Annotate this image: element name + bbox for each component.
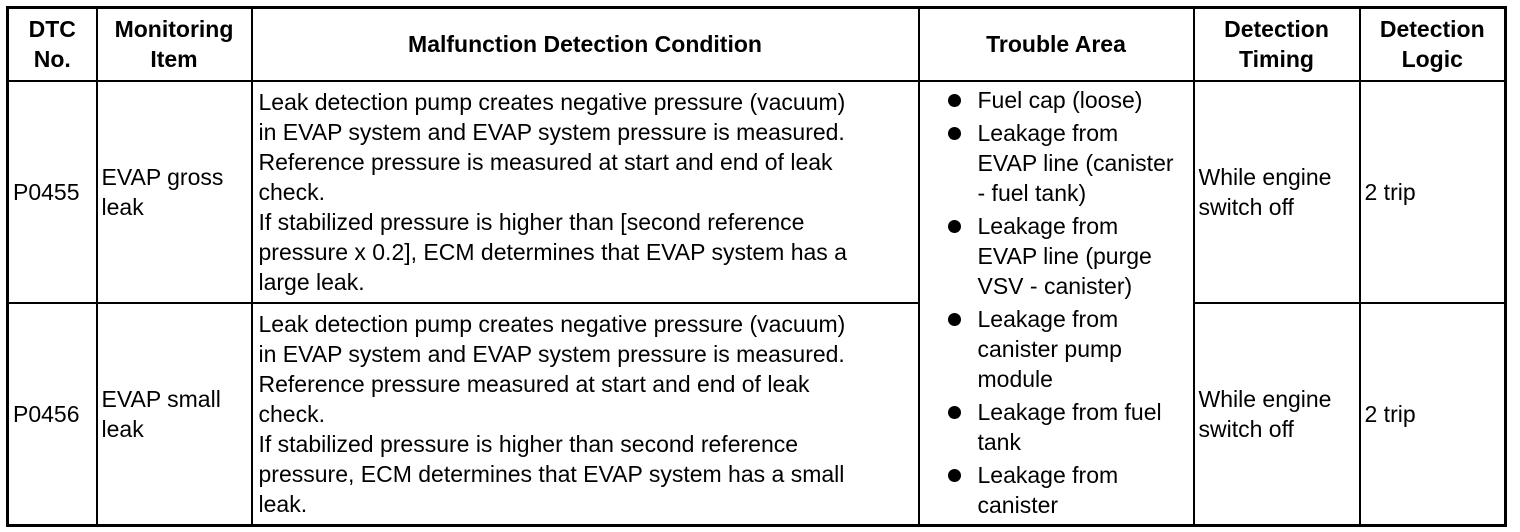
detection-logic: 2 trip: [1360, 81, 1506, 303]
dtc-code: P0456: [8, 303, 97, 526]
bullet-icon: [948, 94, 961, 107]
dtc-code: P0455: [8, 81, 97, 303]
header-detection-timing: Detection Timing: [1194, 8, 1360, 81]
list-item: Leakage from EVAP line (canister - fuel tank): [948, 118, 1189, 208]
trouble-area-cell: [919, 81, 1194, 526]
detection-condition: Leak detection pump creates negative pressure (vacuum) in EVAP system and EVAP system pressure is measured. Reference pressure measured at start and end of leak check. If stabilized pressure is higher than second reference pressure, ECM determines that EVAP system has a small leak.: [252, 303, 919, 526]
trouble-area-list: [924, 85, 1189, 520]
bullet-icon: [948, 313, 961, 326]
monitoring-item: EVAP gross leak: [97, 81, 252, 303]
header-malfunction-condition: Malfunction Detection Condition: [252, 8, 919, 81]
list-item: Leakage from fuel tank: [948, 397, 1189, 457]
bullet-icon: [948, 220, 961, 233]
bullet-icon: [948, 469, 961, 482]
header-monitoring-item: Monitoring Item: [97, 8, 252, 81]
detection-logic: 2 trip: [1360, 303, 1506, 526]
list-item: Leakage from EVAP line (purge VSV - canister): [948, 211, 1189, 301]
bullet-icon: [948, 127, 961, 140]
header-trouble-area: Trouble Area: [919, 8, 1194, 81]
header-dtc-no: DTC No.: [8, 8, 97, 81]
detection-timing: While engine switch off: [1194, 81, 1360, 303]
bullet-icon: [948, 406, 961, 419]
table-row: [8, 303, 1506, 526]
monitoring-item: EVAP small leak: [97, 303, 252, 526]
detection-condition: Leak detection pump creates negative pressure (vacuum) in EVAP system and EVAP system pressure is measured. Reference pressure is measured at start and end of leak check. If stabilized pressure is higher than [second reference pressure x 0.2], ECM determines that EVAP system has a large leak.: [252, 81, 919, 303]
header-detection-logic: Detection Logic: [1360, 8, 1506, 81]
list-item: Fuel cap (loose): [948, 85, 1189, 115]
list-item: Leakage from canister pump module: [948, 304, 1189, 394]
detection-timing: While engine switch off: [1194, 303, 1360, 526]
table-row: [8, 81, 1506, 303]
header-row: [8, 8, 1506, 81]
list-item: Leakage from canister: [948, 460, 1189, 520]
dtc-table: [6, 6, 1507, 527]
